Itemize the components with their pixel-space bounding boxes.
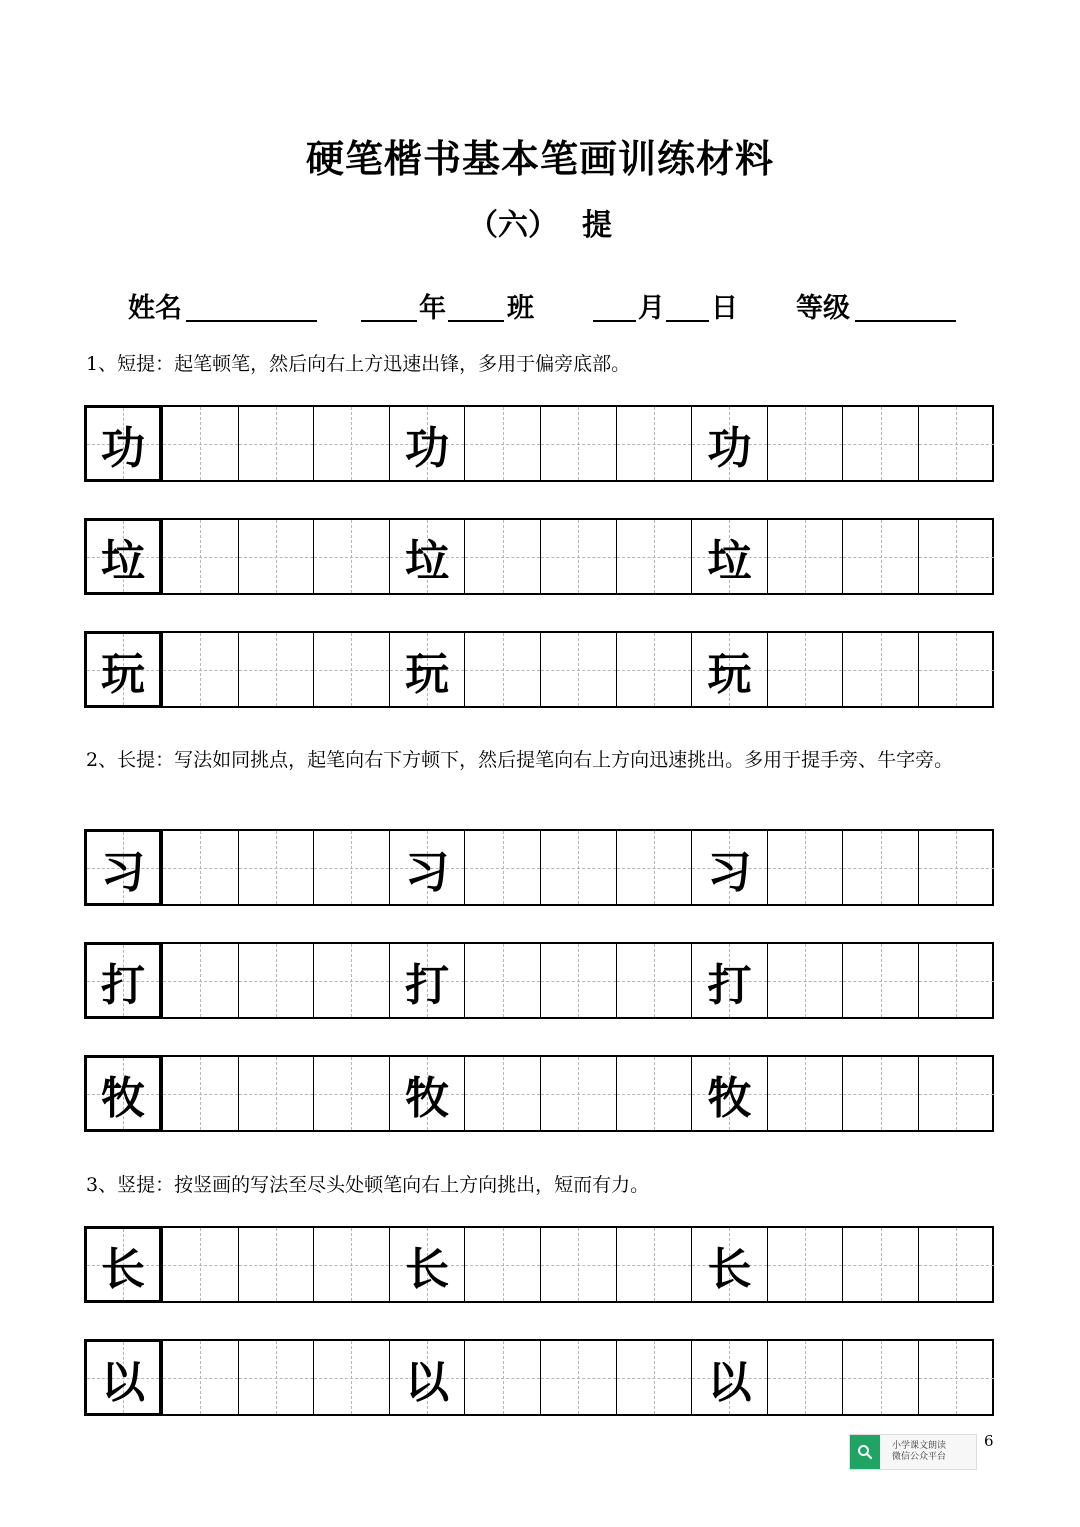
guide-line-horizontal (541, 1265, 616, 1266)
page-number: 6 (984, 1432, 994, 1450)
guide-line-horizontal (768, 444, 843, 445)
practice-cell[interactable] (313, 1228, 389, 1301)
name-blank[interactable] (186, 320, 317, 322)
guide-line-horizontal (843, 670, 918, 671)
practice-cell[interactable] (842, 831, 918, 904)
guide-line-horizontal (768, 1378, 843, 1379)
practice-cell[interactable] (616, 1341, 692, 1414)
guide-line-horizontal (465, 670, 540, 671)
class-blank[interactable] (448, 320, 504, 322)
practice-cell[interactable] (464, 831, 540, 904)
guide-line-horizontal (768, 868, 843, 869)
practice-cell[interactable] (767, 633, 843, 706)
guide-line-horizontal (465, 444, 540, 445)
practice-cell[interactable] (313, 944, 389, 1017)
guide-line-horizontal (239, 1265, 314, 1266)
practice-cell[interactable] (313, 407, 389, 480)
practice-cell[interactable] (464, 633, 540, 706)
practice-cell[interactable] (616, 831, 692, 904)
name-label: 姓名 (128, 293, 182, 324)
guide-line-horizontal (163, 444, 238, 445)
guide-line-horizontal (919, 444, 994, 445)
model-character: 垃 (101, 535, 145, 587)
practice-cell[interactable] (313, 1057, 389, 1130)
page-subtitle (0, 200, 1080, 244)
guide-line-horizontal (919, 670, 994, 671)
practice-cell[interactable] (238, 1057, 314, 1130)
practice-cell[interactable] (389, 407, 465, 480)
day-label: 日 (711, 293, 738, 324)
guide-line-horizontal (843, 1378, 918, 1379)
guide-line-horizontal (163, 1094, 238, 1095)
practice-cell[interactable] (313, 831, 389, 904)
practice-cell[interactable] (691, 944, 767, 1017)
practice-cell[interactable] (238, 944, 314, 1017)
practice-row (84, 942, 994, 1019)
practice-row (84, 1226, 994, 1303)
practice-cell[interactable] (464, 944, 540, 1017)
model-character: 打 (707, 959, 752, 1011)
model-character: 功 (101, 422, 145, 474)
logo-line-1: 小学课文朗读 (892, 1441, 947, 1451)
model-character: 长 (707, 1243, 752, 1295)
model-character: 长 (101, 1243, 145, 1295)
practice-cell[interactable] (767, 1228, 843, 1301)
practice-cell[interactable] (616, 1057, 692, 1130)
practice-cell[interactable] (616, 944, 692, 1017)
practice-cell[interactable] (464, 1228, 540, 1301)
model-character: 牧 (707, 1072, 752, 1124)
practice-cell[interactable] (162, 944, 238, 1017)
practice-cell[interactable] (918, 1228, 994, 1301)
practice-row (84, 1055, 994, 1132)
guide-line-horizontal (239, 1378, 314, 1379)
model-char-cell[interactable] (84, 518, 162, 595)
grade-label: 等级 (796, 293, 850, 324)
guide-line-horizontal (617, 1265, 692, 1266)
practice-cell[interactable] (842, 944, 918, 1017)
guide-line-horizontal (919, 1265, 994, 1266)
practice-cell[interactable] (918, 407, 994, 480)
guide-line-horizontal (314, 1378, 389, 1379)
practice-cell[interactable] (162, 1057, 238, 1130)
practice-cell[interactable] (918, 520, 994, 593)
guide-line-horizontal (239, 868, 314, 869)
practice-cell[interactable] (767, 1057, 843, 1130)
grade-blank[interactable] (855, 320, 956, 322)
practice-cell[interactable] (464, 1057, 540, 1130)
practice-cell[interactable] (464, 407, 540, 480)
guide-line-horizontal (314, 557, 389, 558)
guide-line-horizontal (163, 981, 238, 982)
practice-cell[interactable] (767, 831, 843, 904)
guide-line-horizontal (163, 1265, 238, 1266)
practice-cell[interactable] (313, 633, 389, 706)
guide-line-horizontal (843, 557, 918, 558)
model-character: 牧 (405, 1072, 450, 1124)
practice-cell[interactable] (767, 1341, 843, 1414)
instruction-1: 1、短提：起笔顿笔，然后向右上方迅速出锋，多用于偏旁底部。 (86, 353, 631, 375)
practice-cell[interactable] (389, 831, 465, 904)
guide-line-horizontal (919, 1378, 994, 1379)
guide-line-horizontal (465, 1265, 540, 1266)
practice-cell[interactable] (616, 1228, 692, 1301)
practice-cell[interactable] (162, 633, 238, 706)
guide-line-horizontal (239, 444, 314, 445)
guide-line-horizontal (541, 670, 616, 671)
model-character: 打 (101, 959, 145, 1011)
practice-cell[interactable] (540, 944, 616, 1017)
guide-line-horizontal (617, 557, 692, 558)
practice-cell[interactable] (691, 1057, 767, 1130)
guide-line-horizontal (768, 1094, 843, 1095)
guide-line-horizontal (843, 444, 918, 445)
practice-row (84, 1339, 994, 1416)
model-character: 以 (101, 1356, 145, 1408)
guide-line-horizontal (617, 1094, 692, 1095)
model-char-cell[interactable] (84, 405, 162, 482)
practice-cell[interactable] (918, 1057, 994, 1130)
guide-line-horizontal (314, 981, 389, 982)
practice-cell[interactable] (313, 1341, 389, 1414)
model-char-cell[interactable] (84, 1339, 162, 1416)
practice-cell[interactable] (162, 1228, 238, 1301)
model-character: 习 (405, 846, 450, 898)
model-character: 习 (707, 846, 752, 898)
model-char-cell[interactable] (84, 829, 162, 906)
month-blank[interactable] (593, 320, 636, 322)
practice-cell[interactable] (162, 831, 238, 904)
guide-line-horizontal (617, 444, 692, 445)
guide-line-horizontal (465, 1378, 540, 1379)
model-character: 功 (405, 422, 450, 474)
model-character: 垃 (707, 535, 752, 587)
guide-line-horizontal (239, 557, 314, 558)
model-character: 功 (707, 422, 752, 474)
practice-cell[interactable] (464, 520, 540, 593)
model-char-cell[interactable] (84, 631, 162, 708)
practice-cell[interactable] (162, 407, 238, 480)
practice-cell[interactable] (842, 1057, 918, 1130)
guide-line-horizontal (617, 981, 692, 982)
practice-cell[interactable] (238, 520, 314, 593)
guide-line-horizontal (314, 670, 389, 671)
practice-cell[interactable] (540, 633, 616, 706)
practice-cell[interactable] (389, 944, 465, 1017)
model-char-cell[interactable] (84, 1226, 162, 1303)
instruction-2: 2、长提：写法如同挑点，起笔向右下方顿下，然后提笔向右上方向迅速挑出。多用于提手旁、牛字旁。 (86, 749, 954, 771)
guide-line-horizontal (617, 1378, 692, 1379)
practice-cell[interactable] (691, 1341, 767, 1414)
practice-cell[interactable] (918, 1341, 994, 1414)
practice-cell[interactable] (540, 831, 616, 904)
practice-cell[interactable] (238, 1228, 314, 1301)
guide-line-horizontal (163, 670, 238, 671)
practice-row (84, 631, 994, 708)
practice-row (84, 518, 994, 595)
model-char-cell[interactable] (84, 942, 162, 1019)
practice-cell[interactable] (767, 407, 843, 480)
logo-line-2: 微信公众平台 (892, 1452, 947, 1462)
practice-cell[interactable] (616, 520, 692, 593)
practice-cell[interactable] (389, 633, 465, 706)
model-character: 玩 (405, 648, 450, 700)
guide-line-horizontal (768, 981, 843, 982)
practice-cell[interactable] (540, 1228, 616, 1301)
guide-line-horizontal (843, 868, 918, 869)
guide-line-horizontal (541, 1094, 616, 1095)
guide-line-horizontal (314, 444, 389, 445)
guide-line-horizontal (541, 981, 616, 982)
practice-cell[interactable] (918, 944, 994, 1017)
search-icon (850, 1435, 880, 1469)
model-char-cell[interactable] (84, 1055, 162, 1132)
guide-line-horizontal (768, 1265, 843, 1266)
practice-cell[interactable] (540, 1341, 616, 1414)
practice-cell[interactable] (918, 633, 994, 706)
practice-cell[interactable] (691, 520, 767, 593)
practice-cell[interactable] (162, 1341, 238, 1414)
guide-line-horizontal (163, 868, 238, 869)
guide-line-horizontal (163, 557, 238, 558)
guide-line-horizontal (919, 981, 994, 982)
practice-cell[interactable] (691, 1228, 767, 1301)
subtitle-number: （六） (468, 208, 558, 243)
practice-cell[interactable] (842, 633, 918, 706)
guide-line-horizontal (617, 670, 692, 671)
model-character: 牧 (101, 1072, 145, 1124)
wechat-platform-logo (849, 1434, 977, 1470)
year-blank[interactable] (361, 320, 417, 322)
practice-cell[interactable] (540, 520, 616, 593)
guide-line-horizontal (314, 1265, 389, 1266)
practice-cell[interactable] (842, 407, 918, 480)
year-label: 年 (419, 293, 446, 324)
practice-cell[interactable] (238, 1341, 314, 1414)
day-blank[interactable] (666, 320, 709, 322)
practice-cell[interactable] (767, 944, 843, 1017)
guide-line-horizontal (163, 1378, 238, 1379)
model-character: 习 (101, 846, 145, 898)
guide-line-horizontal (843, 1265, 918, 1266)
guide-line-horizontal (314, 868, 389, 869)
page-title: 硬笔楷书基本笔画训练材料 (305, 137, 774, 181)
guide-line-horizontal (919, 1094, 994, 1095)
practice-cell[interactable] (918, 831, 994, 904)
practice-cell[interactable] (616, 407, 692, 480)
guide-line-horizontal (541, 868, 616, 869)
practice-cell[interactable] (767, 520, 843, 593)
model-character: 以 (405, 1356, 450, 1408)
guide-line-horizontal (541, 444, 616, 445)
model-character: 玩 (707, 648, 752, 700)
practice-cell[interactable] (238, 407, 314, 480)
practice-cell[interactable] (842, 1228, 918, 1301)
practice-cell[interactable] (540, 1057, 616, 1130)
student-info-row (0, 286, 1080, 326)
guide-line-horizontal (239, 981, 314, 982)
practice-cell[interactable] (691, 633, 767, 706)
class-label: 班 (507, 293, 534, 324)
model-character: 以 (707, 1356, 752, 1408)
practice-cell[interactable] (389, 1057, 465, 1130)
guide-line-horizontal (465, 557, 540, 558)
guide-line-horizontal (843, 981, 918, 982)
practice-cell[interactable] (313, 520, 389, 593)
guide-line-horizontal (239, 1094, 314, 1095)
guide-line-horizontal (541, 1378, 616, 1379)
model-character: 长 (405, 1243, 450, 1295)
practice-cell[interactable] (540, 407, 616, 480)
guide-line-horizontal (465, 868, 540, 869)
guide-line-horizontal (843, 1094, 918, 1095)
guide-line-horizontal (239, 670, 314, 671)
practice-cell[interactable] (842, 1341, 918, 1414)
practice-cell[interactable] (389, 1228, 465, 1301)
practice-cell[interactable] (691, 831, 767, 904)
month-label: 月 (638, 293, 665, 324)
model-character: 玩 (101, 648, 145, 700)
guide-line-horizontal (465, 1094, 540, 1095)
guide-line-horizontal (768, 670, 843, 671)
instruction-3: 3、竖提：按竖画的写法至尽头处顿笔向右上方向挑出，短而有力。 (86, 1174, 650, 1196)
practice-cell[interactable] (389, 520, 465, 593)
model-character: 垃 (405, 535, 450, 587)
model-character: 打 (405, 959, 450, 1011)
practice-cell[interactable] (238, 831, 314, 904)
practice-cell[interactable] (842, 520, 918, 593)
subtitle-stroke: 提 (582, 208, 612, 243)
guide-line-horizontal (919, 868, 994, 869)
practice-cell[interactable] (389, 1341, 465, 1414)
practice-row (84, 405, 994, 482)
practice-cell[interactable] (616, 633, 692, 706)
guide-line-horizontal (465, 981, 540, 982)
practice-cell[interactable] (162, 520, 238, 593)
guide-line-horizontal (541, 557, 616, 558)
guide-line-horizontal (768, 557, 843, 558)
guide-line-horizontal (919, 557, 994, 558)
practice-cell[interactable] (238, 633, 314, 706)
guide-line-horizontal (617, 868, 692, 869)
practice-cell[interactable] (691, 407, 767, 480)
practice-cell[interactable] (464, 1341, 540, 1414)
practice-row (84, 829, 994, 906)
guide-line-horizontal (314, 1094, 389, 1095)
